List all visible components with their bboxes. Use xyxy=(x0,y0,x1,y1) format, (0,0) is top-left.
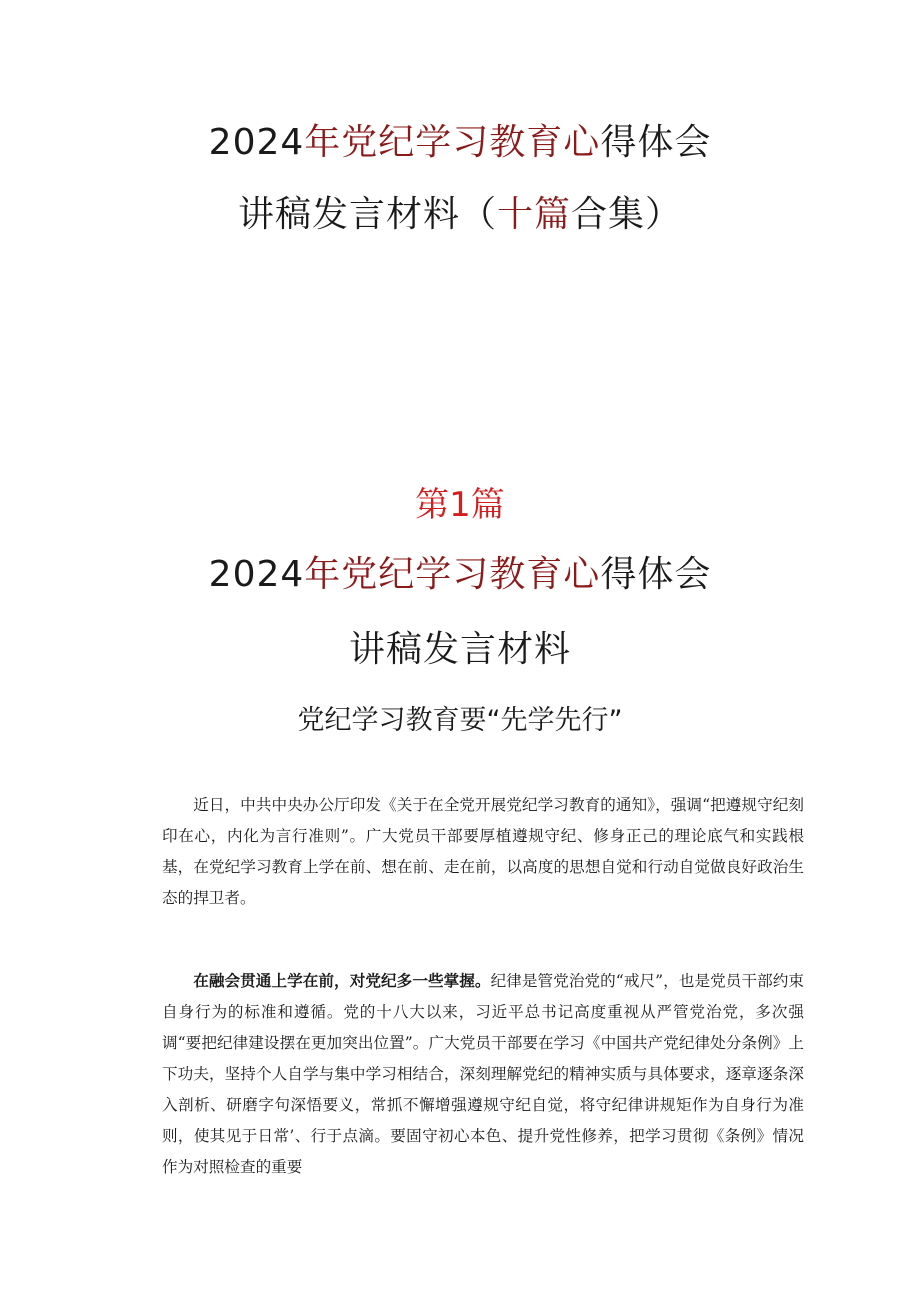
article-title-red-part: 年党纪学习教育心 xyxy=(304,554,601,595)
cover-title-red-part: 年党纪学习教育心 xyxy=(304,122,601,163)
body-paragraph-2 xyxy=(162,966,804,1183)
cover-title-line2-a: 讲稿发言材料（ xyxy=(237,194,497,235)
chapter-label: 第1篇 xyxy=(415,485,505,525)
article-title-year: 2024 xyxy=(208,554,305,595)
cover-title-line1 xyxy=(0,121,920,165)
article-subtitle: 党纪学习教育要“先学先行” xyxy=(297,705,623,736)
article-title-black-part: 得体会 xyxy=(600,554,712,595)
cover-title-line2-red: 十篇 xyxy=(496,194,571,235)
paragraph-2-lead: 在融会贯通上学在前，对党纪多一些掌握。 xyxy=(193,972,491,990)
article-title-line1 xyxy=(0,553,920,597)
article-title-line2: 讲稿发言材料 xyxy=(348,629,571,670)
cover-title-black-part: 得体会 xyxy=(600,122,712,163)
body-paragraph-1: 近日，中共中央办公厅印发《关于在全党开展党纪学习教育的通知》，强调“把遵规守纪刻印在心，内化为言行准则”。广大党员干部要厚植遵规守纪、修身正己的理论底气和实践根基，在党纪学习教育上学在前、想在前、走在前，以高度的思想自觉和行动自觉做良好政治生态的捍卫者。 xyxy=(162,796,804,907)
cover-title-line2-b: 合集） xyxy=(571,194,683,235)
cover-title-line2 xyxy=(0,193,920,237)
paragraph-2-body: 纪律是管党治党的“戒尺”，也是党员干部约束自身行为的标准和遵循。党的十八大以来，习近平总书记高度重视从严管党治党，多次强调“要把纪律建设摆在更加突出位置”。广大党员干部要在学习《中国共产党纪律处分条例》上下功夫，坚持个人自学与集中学习相结合，深刻理解党纪的精神实质与具体要求，逐章逐条深入剖析、研磨字句深悟要义，常抓不懈增强遵规守纪自觉，将守纪律讲规矩作为自身行为准则，使其见于日常’、行于点滴。要固守初心本色、提升党性修养，把学习贯彻《条例》情况作为对照检查的重要 xyxy=(162,972,804,1176)
cover-title-year: 2024 xyxy=(208,122,305,163)
